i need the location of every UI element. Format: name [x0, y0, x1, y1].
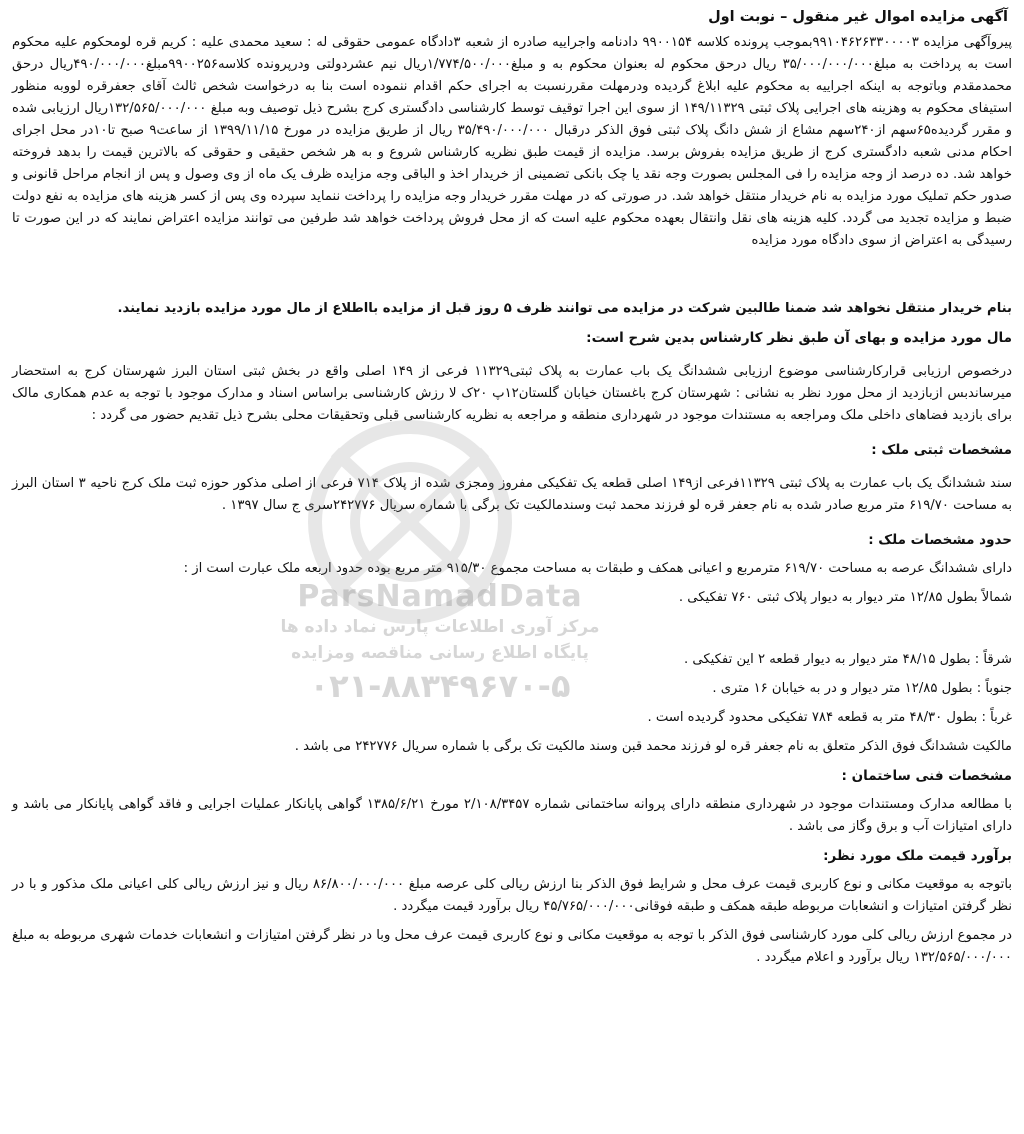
boundary-west: غرباً : بطول ۴۸/۳۰ متر به قطعه ۷۸۴ تفکیکی محدود گردیده است .: [647, 710, 1012, 725]
valuation-text: باتوجه به موقعیت مکانی و نوع کاربری قیمت عرف محل و شرایط فوق الذکر بنا ارزش ریالی کلی عرصه مبلغ ۸۶/۸۰۰/۰۰۰/۰۰۰ ریال و نیز ارزش ریالی کلی اعیانی ملک مذکور و با در نظر گرفتن امتیازات و انشعابات مربوطه طبقه همکف و طبقه فوقانی۴۵/۷۶۵/۰۰۰/۰۰۰ ریال برآورد قیمت میگردد .: [12, 877, 1013, 914]
ownership-text: مالکیت ششدانگ فوق الذکر متعلق به نام جعفر قره لو فرزند محمد قبن وسند مالکیت تک برگی با شماره سریال ۲۴۲۷۷۶ می باشد .: [294, 739, 1012, 754]
watermark-brand: ParsNamadData: [297, 579, 583, 614]
registration-text: سند ششدانگ یک باب عمارت به پلاک ثبتی ۱۱۳۲۹فرعی از۱۴۹ اصلی قطعه یک تفکیکی مفروز ومجزی شده از پلاک ۷۱۴ فرعی از اصلی مذکور حوزه ثبت ملک کرج ناحیه ۳ استان البرز به مساحت ۶۱۹/۷۰ متر مربع صادر شده به نام جعفر قره لو فرزند محمد ثبت وسندمالکیت تک برگی با شماره سریال ۲۴۲۷۷۶سری ج سال ۱۳۹۷ .: [12, 476, 1013, 513]
boundaries-intro: دارای ششدانگ عرصه به مساحت ۶۱۹/۷۰ مترمربع و اعیانی همکف و طبقات به مساحت مجموع ۹۱۵/۳۰ متر مربع بوده حدود اربعه ملک عبارت است از :: [183, 561, 1012, 576]
boundaries-heading: حدود مشخصات ملک :: [868, 532, 1012, 548]
boundary-east: شرقاً : بطول ۴۸/۱۵ متر دیوار به دیوار قطعه ۲ این تفکیکی .: [683, 652, 1012, 667]
notice-title: آگهی مزایده اموال غیر منقول – نوبت اول: [708, 9, 1008, 25]
watermark-phone: ۰۲۱-۸۸۳۴۹۶۷۰-۵: [309, 667, 571, 705]
boundary-south: جنوباً : بطول ۱۲/۸۵ متر دیوار و در به خیابان ۱۶ متری .: [712, 681, 1012, 696]
subject-heading: مال مورد مزایده و بهای آن طبق نظر کارشناس بدین شرح است:: [586, 330, 1012, 346]
watermark-line1: مرکز آوری اطلاعات پارس نماد داده ها: [280, 617, 600, 637]
intro-paragraph: پیروآگهی مزایده ۹۹۱۰۴۶۲۶۳۳۰۰۰۰۳بموجب پرونده کلاسه ۹۹۰۰۱۵۴ دادنامه واجراییه صادره از شعبه ۳دادگاه عمومی حقوقی له : سعید محمدی علیه : کریم قره لومحکوم علیه محکوم است به پرداخت به مبلغ۳۵/۰۰۰/۰۰۰/۰۰۰ ریال درحق محکوم له بعنوان محکوم به و مبلغ۱/۷۷۴/۵۰۰/۰۰۰ریال نیم عشردولتی ودرپرونده کلاسه۹۹۰۰۲۵۶مبلغ۴۹۰/۰۰۰/۰۰۰ریال درحق محمدمقدم وباتوجه به اینکه اجراییه به محکوم علیه ابلاغ گردیده ودرمهلت مقررنسبت به اجرای حکم اقدام ننموده است بنا به درخواست شخص ثالث آقای جعفرقره لووبه منظور استیفای محکوم به وهزینه های اجرایی پلاک ثبتی ۱۴۹/۱۱۳۲۹ از سوی این اجرا توقیف توسط کارشناسی دادگستری کرج بشرح ذیل توصیف وبه مبلغ ۱۳۲/۵۶۵/۰۰۰/۰۰۰ریال ارزیابی شده و مقرر گردیده۶۵سهم از۲۴۰سهم مشاع از شش دانگ پلاک ثبتی فوق الذکر درقبال ۳۵/۴۹۰/۰۰۰/۰۰۰ ریال از طریق مزایده در مورخ ۱۳۹۹/۱۱/۱۵ از ساعت۹ صبح تا۱۰در محل اجرای احکام مدنی شعبه دادگستری کرج از طریق مزایده بفروش برسد. مزایده از قیمت طبق نظریه کارشناس شروع و به هر شخص حقیقی و حقوقی که بالاترین قیمت را بدهد فروخته خواهد شد. ده درصد از وجه مزایده را فی المجلس بصورت وجه نقد یا چک بانکی تضمینی از خریدار اخذ و الباقی وجه مزایده ظرف یک ماه از وی وصول و پس از انجام مراحل قانونی و صدور حکم تملیک مورد مزایده به نام خریدار منتقل خواهد شد. در صورتی که در مهلت مقرر خریدار وجه مزایده را پرداخت ننماید سپرده وی پس از کسر هزینه های مزایده به نفع دولت ضبط و مزایده تجدید می گردد. کلیه هزینه های نقل وانتقال بعهده محکوم علیه است که از محل فروش پرداخت خواهد شد طرفین می توانند مزایده اعتراض نمایند که در این صورت تا رسیدگی به اعتراض از سوی دادگاه مورد مزایده: [12, 35, 1013, 248]
valuation-heading: برآورد قیمت ملک مورد نظر:: [823, 848, 1012, 864]
technical-text: با مطالعه مدارک ومستندات موجود در شهرداری منطقه دارای پروانه ساختمانی شماره ۲/۱۰۸/۳۴۵۷ مورخ ۱۳۸۵/۶/۲۱ گواهی پایانکار عملیات اجرایی و فاقد گواهی پایانکار می باشد و دارای امتیازات آب و برق وگاز می باشد .: [12, 797, 1012, 834]
watermark-line2: پایگاه اطلاع رسانی مناقصه ومزایده: [291, 643, 589, 663]
transfer-note: بنام خریدار منتقل نخواهد شد ضمنا طالبین شرکت در مزایده می توانند ظرف ۵ روز قبل از مزایده بااطلاع از مال مورد مزایده بازدید نمایند.: [117, 301, 1012, 316]
registration-heading: مشخصات ثبتی ملک :: [871, 442, 1012, 458]
boundary-north: شمالاً بطول ۱۲/۸۵ متر دیوار به دیوار پلاک ثبتی ۷۶۰ تفکیکی .: [678, 590, 1012, 605]
technical-heading: مشخصات فنی ساختمان :: [841, 768, 1012, 784]
total-text: در مجموع ارزش ریالی کلی مورد کارشناسی فوق الذکر با توجه به موقعیت مکانی و نوع کاربری قیمت عرف محل وبا در نظر گرفتن امتیازات و انشعابات خدمات شهری مربوطه به مبلغ ۱۳۲/۵۶۵/۰۰۰/۰۰۰ ریال برآورد و اعلام میگردد .: [12, 928, 1012, 965]
appraisal-intro: درخصوص ارزیابی قرارکارشناسی موضوع ارزیابی ششدانگ یک باب عمارت به پلاک ثبتی۱۱۳۲۹ فرعی از ۱۴۹ اصلی واقع در بخش ثبتی استان البرز شهرستان کرج به استحضار میرساندبس ازبازدید از محل مورد نظر به نشانی : شهرستان کرج باغستان خیابان گلستان۱۲پ ۲۰ک لا رزش کارشناسی براساس اسناد و مدارک موجود با توجه به عدم همکاری مالک برای بازدید فضاهای داخلی ملک ومراجعه به مستندات موجود در شهرداری منطقه و مراجعه به نظریه کارشناسی قبلی وتحقیقات محلی بشرح ذیل تقدیم حضور می گردد :: [12, 364, 1012, 423]
